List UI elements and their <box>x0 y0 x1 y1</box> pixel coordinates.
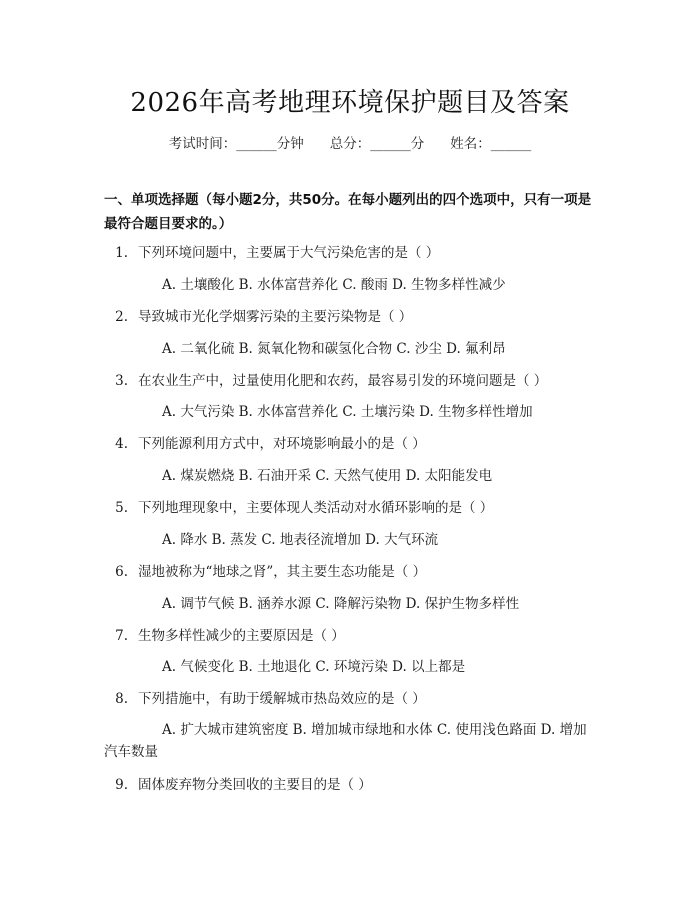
student-name-field: 姓名：______ <box>450 136 532 152</box>
question-text: 湿地被称为“地球之肾”，其主要生态功能是（ ） <box>138 564 427 580</box>
question-options: A. 煤炭燃烧 B. 石油开采 C. 天然气使用 D. 太阳能发电 <box>162 468 493 484</box>
question-options: A. 气候变化 B. 土地退化 C. 环境污染 D. 以上都是 <box>162 659 466 675</box>
question-item <box>104 562 604 582</box>
question-item <box>104 307 604 327</box>
question-text: 下列地理现象中，主要体现人类活动对水循环影响的是（ ） <box>138 500 494 516</box>
question-options: A. 土壤酸化 B. 水体富营养化 C. 酸雨 D. 生物多样性减少 <box>162 277 506 293</box>
question-number: 7. <box>115 628 128 644</box>
exam-time-field: 考试时间：______分钟 <box>168 136 304 152</box>
question-number: 2. <box>115 309 128 325</box>
question-text: 生物多样性减少的主要原因是（ ） <box>138 628 345 644</box>
question-item <box>104 371 604 391</box>
question-options: A. 扩大城市建筑密度 B. 增加城市绿地和水体 C. 使用浅色路面 D. 增加汽车数量 <box>104 722 587 760</box>
question-options: A. 大气污染 B. 水体富营养化 C. 土壤污染 D. 生物多样性增加 <box>162 404 533 420</box>
question-text: 下列措施中，有助于缓解城市热岛效应的是（ ） <box>138 691 426 707</box>
question-number: 1. <box>115 245 128 261</box>
total-score-field: 总分：______分 <box>329 136 425 152</box>
question-number: 5. <box>115 500 128 516</box>
question-number: 4. <box>115 436 128 452</box>
question-text: 下列能源利用方式中，对环境影响最小的是（ ） <box>138 436 426 452</box>
question-item <box>104 434 604 454</box>
question-number: 3. <box>115 373 128 389</box>
question-options: A. 降水 B. 蒸发 C. 地表径流增加 D. 大气环流 <box>162 532 439 548</box>
page-title: 2026年高考地理环境保护题目及答案 <box>130 88 570 118</box>
question-options: A. 调节气候 B. 涵养水源 C. 降解污染物 D. 保护生物多样性 <box>162 596 520 612</box>
question-number: 9. <box>115 777 128 793</box>
question-text: 导致城市光化学烟雾污染的主要污染物是（ ） <box>138 309 413 325</box>
question-text: 下列环境问题中，主要属于大气污染危害的是（ ） <box>138 245 440 261</box>
question-item <box>104 775 604 795</box>
question-options: A. 二氧化硫 B. 氮氧化物和碳氢化合物 C. 沙尘 D. 氟利昂 <box>162 341 506 357</box>
question-item <box>104 498 604 518</box>
question-item <box>104 626 604 646</box>
question-item <box>104 689 604 709</box>
question-text: 在农业生产中，过量使用化肥和农药，最容易引发的环境问题是（ ） <box>138 373 548 389</box>
question-number: 8. <box>115 691 128 707</box>
question-text: 固体废弃物分类回收的主要目的是（ ） <box>138 777 372 793</box>
exam-info-line <box>0 132 700 152</box>
section-heading: 一、单项选择题（每小题2分，共50分。在每小题列出的四个选项中，只有一项是最符合题目要求的。） <box>104 192 592 232</box>
question-number: 6. <box>115 564 128 580</box>
question-item <box>104 243 604 263</box>
